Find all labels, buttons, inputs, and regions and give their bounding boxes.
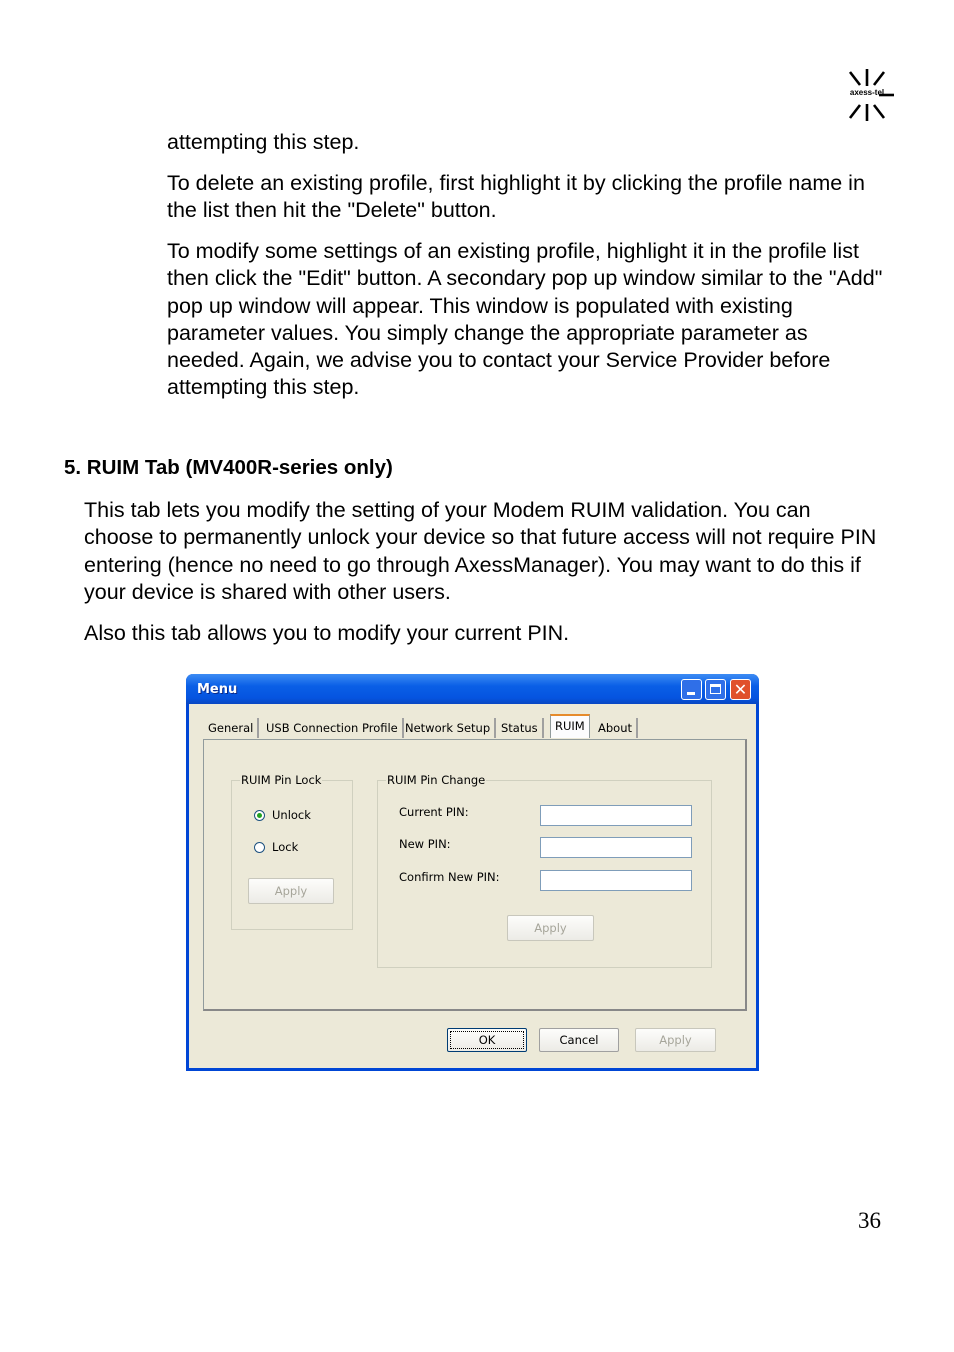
- current-pin-field[interactable]: [540, 805, 692, 826]
- paragraph-ruim-intro: This tab lets you modify the setting of your Modem RUIM validation. You can choose to permanently unlock your device so that future access will not require PIN entering (hence no need to go through AxessManager). You may want to do this if your device is shared with other users.: [84, 498, 877, 604]
- tab-usb-connection-profile[interactable]: USB Connection Profile: [262, 718, 404, 738]
- current-pin-label: Current PIN:: [399, 805, 469, 819]
- ruim-pin-change-label: RUIM Pin Change: [387, 773, 486, 787]
- tab-about[interactable]: About: [594, 718, 638, 738]
- page-number: 36: [858, 1208, 881, 1233]
- minimize-icon: [687, 692, 695, 695]
- paragraph-delete-profile: To delete an existing profile, first highlight it by clicking the profile name in the list then hit the "Delete" button.: [167, 171, 865, 223]
- confirm-pin-label: Confirm New PIN:: [399, 870, 500, 884]
- cancel-button[interactable]: Cancel: [539, 1028, 619, 1052]
- pin-lock-apply-button[interactable]: Apply: [248, 878, 334, 904]
- close-button[interactable]: [730, 679, 751, 700]
- menu-window: [186, 674, 759, 1071]
- pin-change-apply-button[interactable]: Apply: [507, 915, 594, 941]
- tab-network-setup[interactable]: Network Setup: [401, 718, 496, 738]
- ruim-pin-lock-label: RUIM Pin Lock: [241, 773, 322, 787]
- maximize-icon: [710, 684, 721, 694]
- logo-wordmark: axess-tel: [849, 88, 885, 97]
- paragraph-ruim-pin: Also this tab allows you to modify your current PIN.: [84, 621, 570, 645]
- ruim-pin-lock-group: [231, 773, 353, 930]
- ok-button[interactable]: OK: [447, 1028, 527, 1052]
- close-icon: ✕: [733, 680, 748, 699]
- maximize-button[interactable]: [705, 679, 726, 700]
- minimize-button[interactable]: [681, 679, 702, 700]
- title-bar[interactable]: [186, 674, 759, 704]
- tab-general[interactable]: General: [204, 718, 259, 738]
- ruim-pin-change-group: [377, 773, 712, 968]
- lock-radio[interactable]: [254, 842, 265, 853]
- window-title: Menu: [197, 682, 238, 697]
- confirm-pin-field[interactable]: [540, 870, 692, 891]
- new-pin-label: New PIN:: [399, 837, 451, 851]
- tab-status[interactable]: Status: [497, 718, 544, 738]
- lock-label[interactable]: Lock: [272, 840, 299, 854]
- tab-ruim[interactable]: RUIM: [550, 714, 590, 738]
- section-heading: 5. RUIM Tab (MV400R-series only): [64, 456, 393, 479]
- paragraph-modify-profile: To modify some settings of an existing profile, highlight it in the profile list then click the "Edit" button. A secondary pop up window similar to the "Add" pop up window will appear. This window is populated with existing parameter values. You simply change the appropriate parameter as needed. Again, we advise you to contact your Service Provider before attempting this step.: [167, 239, 883, 400]
- paragraph-continuation: attempting this step.: [167, 130, 360, 154]
- footer-apply-button[interactable]: Apply: [635, 1028, 716, 1052]
- unlock-radio[interactable]: [254, 810, 265, 821]
- new-pin-field[interactable]: [540, 837, 692, 858]
- unlock-label[interactable]: Unlock: [272, 808, 311, 822]
